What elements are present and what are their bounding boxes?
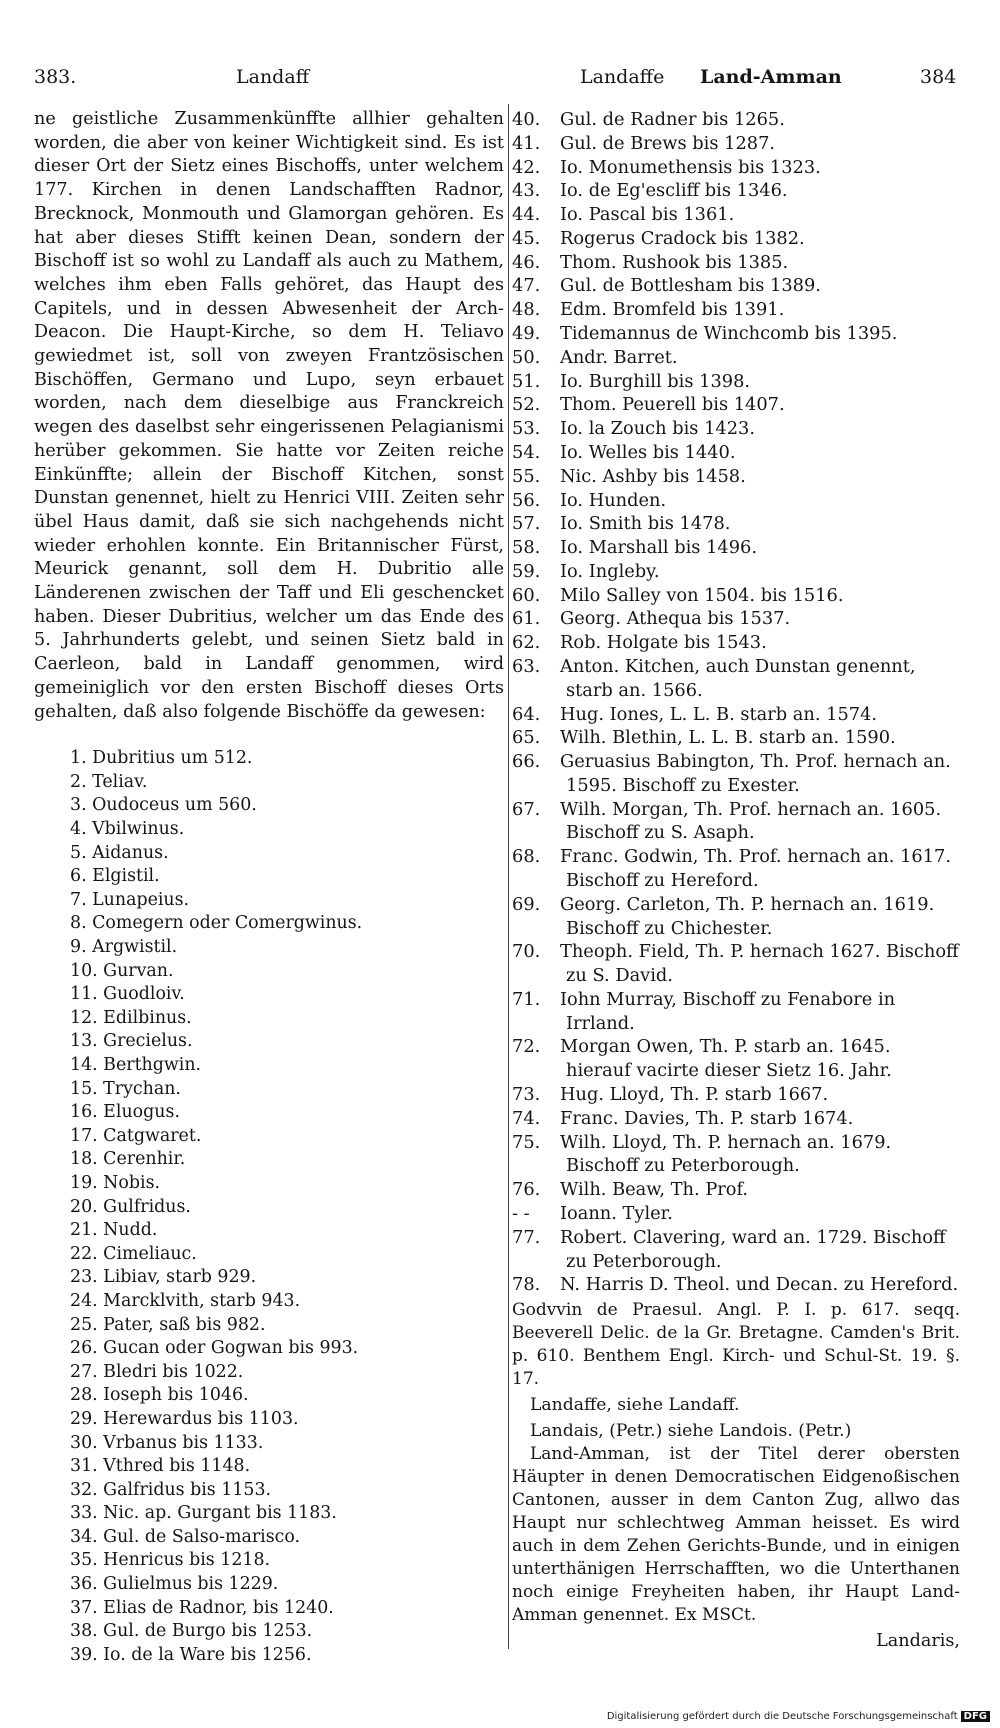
list-item: 30. Vrbanus bis 1133. [70,1432,264,1453]
list-item-number: 51. [512,370,541,392]
left-page-number: 383. [34,66,77,88]
list-item: 23. Libiav, starb 929. [70,1267,257,1288]
list-item: 21. Nudd. [70,1220,158,1241]
list-item-text: Rogerus Cradock bis 1382. [560,227,805,249]
list-item-number: 65. [512,727,541,749]
footer-funding-note [607,1711,990,1722]
list-item [512,156,960,180]
list-item-number: 70. [512,941,541,963]
list-item-number: 46. [512,251,541,273]
bishops-list-left [34,747,504,1667]
list-item-number: 48. [512,299,541,321]
list-item-text: Io. Pascal bis 1361. [560,204,735,226]
list-item [512,227,960,251]
list-item-number: 68. [512,846,541,868]
list-item: 24. Marcklvith, starb 943. [70,1290,301,1311]
left-column [34,108,504,1667]
list-item: 6. Elgistil. [70,866,160,887]
list-item [512,631,960,655]
list-item: 11. Guodloiv. [70,984,185,1005]
list-item: 33. Nic. ap. Gurgant bis 1183. [70,1503,337,1524]
list-item [512,108,960,132]
list-item [512,132,960,156]
list-item-text: Wilh. Morgan, Th. Prof. hernach an. 1605. Bischoff zu S. Asaph. [560,798,942,844]
list-item: 16. Eluogus. [70,1102,180,1123]
list-item: 37. Elias de Radnor, bis 1240. [70,1597,334,1618]
list-item-text: Io. Welles bis 1440. [560,441,736,463]
list-item [512,179,960,203]
list-item-text: Georg. Athequa bis 1537. [560,608,791,630]
list-item-text: Gul. de Radner bis 1265. [560,109,785,130]
list-item: 27. Bledri bis 1022. [70,1361,244,1382]
list-item-number: 69. [512,893,541,915]
list-item-text: Hug. Lloyd, Th. P. starb 1667. [560,1084,829,1106]
list-item-text: Io. Hunden. [560,489,667,511]
list-item: 4. Vbilwinus. [70,819,185,840]
funding-text: Digitalisierung gefördert durch die Deutsche Forschungsgemeinschaft [606,1711,958,1722]
list-item [512,393,960,417]
list-item [512,893,960,941]
list-item-text: Io. Smith bis 1478. [560,513,731,535]
list-item [512,1083,960,1107]
list-item-text: Franc. Godwin, Th. Prof. hernach an. 1617. Bischoff zu Hereford. [560,846,951,891]
list-item: 1. Dubritius um 512. [70,748,253,769]
list-item-text: Rob. Holgate bis 1543. [560,632,767,654]
left-running-head: Landaff [236,66,310,88]
list-item-text: Wilh. Lloyd, Th. P. hernach an. 1679. Bischoff zu Peterborough. [560,1131,892,1177]
list-item-text: Io. Monumethensis bis 1323. [560,156,821,178]
list-item-number: 53. [512,418,541,440]
list-item [512,512,960,536]
catchword: Landaris, [876,1631,960,1652]
list-item [512,1202,960,1226]
list-item-text: Theoph. Field, Th. P. hernach 1627. Bischoff zu S. David. [560,941,959,987]
list-item: 13. Grecielus. [70,1031,193,1052]
bibliography: Godvvin de Praesul. Angl. P. I. p. 617. seqq. Beeverell Delic. de la Gr. Bretagne. Camden's Brit. p. 610. Benthem Engl. Kirch- und Schul-St. 19. §. 17. [512,1300,960,1390]
list-item-text: Nic. Ashby bis 1458. [560,465,746,487]
list-item-number: 50. [512,346,541,368]
list-item-text: Iohn Murray, Bischoff zu Fenabore in Irrland. [560,988,896,1034]
list-item-number: 72. [512,1036,541,1058]
list-item: 35. Henricus bis 1218. [70,1550,271,1571]
list-item-number: 64. [512,703,541,725]
list-item-number: 56. [512,489,541,511]
right-column [512,108,960,1653]
right-running-head: Landaffe [580,66,665,88]
list-item-number: 54. [512,441,541,463]
right-keyword: Land-Amman [700,66,842,88]
bishops-list-right [512,108,960,1297]
list-item-text: Robert. Clavering, ward an. 1729. Bischoff zu Peterborough. [560,1226,946,1272]
list-item-text: Io. Marshall bis 1496. [560,537,757,559]
list-item: 10. Gurvan. [70,960,174,981]
list-item-number: 78. [512,1274,541,1296]
list-item-number: 60. [512,584,541,606]
list-item: 8. Comegern oder Comergwinus. [70,913,363,934]
list-item: 32. Galfridus bis 1153. [70,1479,272,1500]
list-item-text: Andr. Barret. [560,346,678,368]
list-item-text: Io. Burghill bis 1398. [560,370,751,392]
list-item [512,322,960,346]
list-item: 39. Io. de la Ware bis 1256. [70,1644,312,1665]
list-item-number: - - [512,1202,530,1224]
list-item [512,274,960,298]
list-item-text: Thom. Peuerell bis 1407. [560,394,785,416]
list-item [512,940,960,988]
intro-paragraph: ne geistliche Zusammenkünffte allhier gehalten worden, die aber von keiner Wichtigkeit sind. Es ist dieser Ort der Sietz eines Bischoffs, unter welchem 177. Kirchen in denen Landschafften Radnor, Brecknock, Monmouth und Glamorgan gehören. Es hat aber dieses Stifft keinen Dean, sondern der Bischoff ist so wohl zu Landaff als auch zu Mathem, welches ihm eben Falls gehöret, das Haupt des Capitels, und in dessen Abwesenheit der Arch-Deacon. Die Haupt-Kirche, so dem H. Teliavo gewiedmet ist, soll von zweyen Frantzösischen Bischöffen, Germano und Lupo, seyn erbauet worden, nach dem dieselbige aus Franckreich wegen des daselbst sehr eingerissenen Pelagianismi herüber gekommen. Sie hatte vor Zeiten reiche Einkünffte; allein der Bischoff Kitchen, sonst Dunstan genennet, hielt zu Henrici VIII. Zeiten sehr übel Haus damit, daß sie sich nachgehends nicht wieder erhohlen konnte. Ein Britannischer Fürst, Meurick genannt, soll dem H. Dubritio alle Länderenen zwischen der Taff und Eli geschencket haben. Dieser Dubritius, welcher um das Ende des 5. Jahrhunderts gelebt, und seinen Sietz bald in Caerleon, bald in Landaff genommen, wird gemeiniglich vor den ersten Bischoff dieses Orts gehalten, daß also folgende Bischöffe da gewesen: [34,109,504,722]
dfg-badge: DFG [961,1711,990,1722]
entry-land-amman: Land-Amman, ist der Titel derer obersten Häupter in denen Democratischen Eidgenoßischen Cantonen, ausser in dem Canton Zug, allwo das Haupt nur schlechtweg Amman heisset. Es wird auch in dem Zehen Gerichts-Bunde, und in einigen unterthänigen Herrschafften, wo die Unterthanen noch einige Freyheiten haben, ihr Haupt Land-Amman genennet. Ex MSCt. [512,1444,960,1626]
list-item-number: 75. [512,1131,541,1153]
list-item: 2. Teliav. [70,771,148,792]
list-item [512,536,960,560]
list-item-number: 49. [512,323,541,345]
list-item-number: 42. [512,156,541,178]
list-item-text: Wilh. Beaw, Th. Prof. [560,1179,749,1201]
list-item [512,1107,960,1131]
list-item: 20. Gulfridus. [70,1196,191,1217]
list-item-text: Wilh. Blethin, L. L. B. starb an. 1590. [560,727,896,749]
list-item-number: 58. [512,537,541,559]
list-item [512,607,960,631]
list-item: 17. Catgwaret. [70,1125,202,1146]
list-item-text: Franc. Davies, Th. P. starb 1674. [560,1107,854,1129]
list-item-text: N. Harris D. Theol. und Decan. zu Hereford. [560,1274,959,1296]
list-item [512,845,960,893]
list-item: 5. Aidanus. [70,842,169,863]
list-item-text: Io. Ingleby. [560,560,660,582]
list-item-number: 61. [512,608,541,630]
list-item-number: 43. [512,180,541,202]
list-item [512,988,960,1036]
list-item: 7. Lunapeius. [70,889,190,910]
list-item-text: Thom. Rushook bis 1385. [560,251,789,273]
list-item-number: 41. [512,132,541,154]
list-item [512,251,960,275]
list-item: 15. Trychan. [70,1078,181,1099]
list-item: 22. Cimeliauc. [70,1243,197,1264]
list-item-number: 76. [512,1179,541,1201]
cross-reference-landais: Landais, (Petr.) siehe Landois. (Petr.) [530,1421,852,1442]
list-item-number: 63. [512,655,541,677]
list-item [512,346,960,370]
list-item-number: 59. [512,560,541,582]
list-item: 36. Gulielmus bis 1229. [70,1574,279,1595]
list-item [512,703,960,727]
list-item-text: Gul. de Brews bis 1287. [560,132,776,154]
list-item [512,750,960,798]
list-item [512,1273,960,1297]
list-item-text: Georg. Carleton, Th. P. hernach an. 1619. Bischoff zu Chichester. [560,893,935,939]
list-item-number: 57. [512,513,541,535]
list-item-number: 44. [512,204,541,226]
list-item [512,584,960,608]
list-item-number: 66. [512,751,541,773]
list-item [512,798,960,846]
list-item: 26. Gucan oder Gogwan bis 993. [70,1338,359,1359]
list-item: 12. Edilbinus. [70,1007,192,1028]
list-item-text: Anton. Kitchen, auch Dunstan genennt, starb an. 1566. [560,655,916,701]
list-item [512,370,960,394]
list-item [512,441,960,465]
list-item [512,1131,960,1179]
list-item-number: 40. [512,109,541,130]
list-item: 9. Argwistil. [70,937,178,958]
list-item: 31. Vthred bis 1148. [70,1456,251,1477]
list-item: 29. Herewardus bis 1103. [70,1408,299,1429]
list-item: 3. Oudoceus um 560. [70,795,257,816]
column-divider [508,104,509,1649]
list-item: 14. Berthgwin. [70,1055,202,1075]
list-item-text: Gul. de Bottlesham bis 1389. [560,275,821,297]
list-item: 38. Gul. de Burgo bis 1253. [70,1621,313,1642]
right-page-number: 384 [920,66,957,88]
list-item [512,560,960,584]
list-item-text: Ioann. Tyler. [560,1202,673,1224]
list-item-number: 73. [512,1084,541,1106]
list-item-number: 67. [512,798,541,820]
list-item [512,417,960,441]
list-item-text: Tidemannus de Winchcomb bis 1395. [560,323,898,345]
list-item [512,465,960,489]
list-item: 18. Cerenhir. [70,1149,186,1170]
list-item-text: Morgan Owen, Th. P. starb an. 1645. hierauf vacirte dieser Sietz 16. Jahr. [560,1036,892,1082]
list-item-text: Io. la Zouch bis 1423. [560,418,755,440]
list-item [512,655,960,703]
list-item [512,726,960,750]
list-item [512,298,960,322]
list-item-number: 47. [512,275,541,297]
list-item [512,1226,960,1274]
list-item-text: Hug. Iones, L. L. B. starb an. 1574. [560,703,878,725]
list-item-number: 52. [512,394,541,416]
list-item-text: Edm. Bromfeld bis 1391. [560,299,785,321]
list-item-text: Geruasius Babington, Th. Prof. hernach an. 1595. Bischoff zu Exester. [560,751,951,796]
list-item-text: Io. de Eg'escliff bis 1346. [560,180,788,202]
list-item [512,1035,960,1083]
list-item [512,489,960,513]
list-item [512,1178,960,1202]
list-item: 28. Ioseph bis 1046. [70,1385,249,1406]
list-item-number: 55. [512,465,541,487]
list-item-number: 45. [512,227,541,249]
list-item-number: 74. [512,1107,541,1129]
list-item [512,203,960,227]
list-item-text: Milo Salley von 1504. bis 1516. [560,584,844,606]
list-item: 25. Pater, saß bis 982. [70,1314,266,1335]
list-item-number: 62. [512,632,541,654]
list-item-number: 77. [512,1226,541,1248]
list-item: 34. Gul. de Salso-marisco. [70,1526,301,1547]
list-item-number: 71. [512,988,541,1010]
list-item: 19. Nobis. [70,1172,161,1193]
cross-reference-landaffe: Landaffe, siehe Landaff. [530,1395,740,1416]
